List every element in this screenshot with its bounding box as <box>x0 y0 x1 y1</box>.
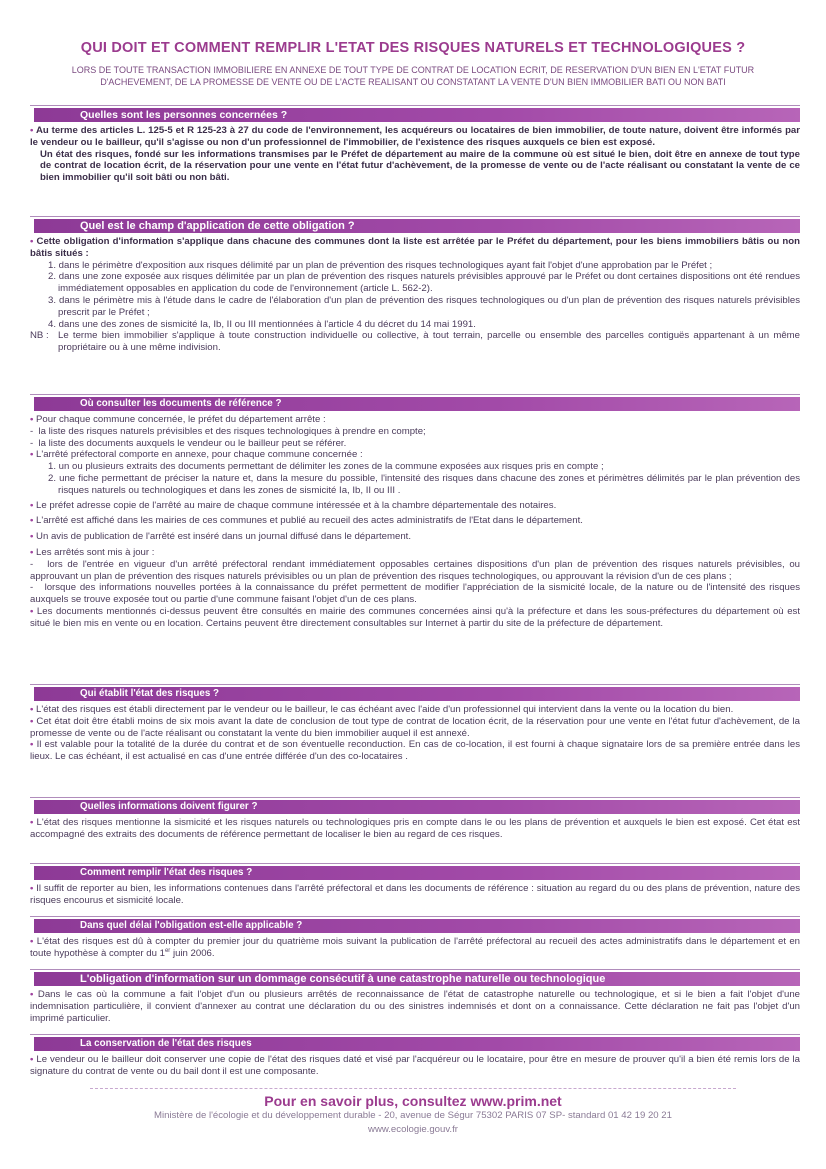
bullet-icon: • <box>30 499 34 511</box>
dash-icon: - <box>30 582 34 594</box>
list-item: 4. dans une des zones de sismicité Ia, Ib, II ou III mentionnées à l'article 4 du décret du 14 mai 1991. <box>48 318 476 330</box>
section-header <box>30 1037 800 1051</box>
section-header <box>30 800 800 814</box>
bullet-icon: • <box>30 715 34 727</box>
list-text: Le préfet adresse copie de l'arrêté au maire de chaque commune intéressée et à la chambre départementale des notaires. <box>36 499 557 511</box>
list-item: 2. une fiche permettant de préciser la nature et, dans la mesure du possible, l'intensité des risques dans chacune des zones et périmètres délimités par le plan prévention des risques naturels ou technologiques et dans les zones de sismicité Ia, Ib, II ou III . <box>48 472 800 496</box>
list-text: L'arrêté est affiché dans les mairies de ces communes et publié au recueil des actes administratifs de l'Etat dans le département. <box>36 515 583 527</box>
list-item <box>30 531 800 543</box>
paragraph <box>30 236 800 260</box>
list-item: 1. un ou plusieurs extraits des documents permettant de délimiter les zones de la commune exposées aux risques pris en compte ; <box>48 461 604 473</box>
list-item <box>30 989 800 1024</box>
list-item <box>30 515 800 527</box>
list-item <box>30 438 800 450</box>
superscript: er <box>164 947 171 954</box>
section-how-to-fill <box>30 866 800 907</box>
footer-link-prim[interactable]: Pour en savoir plus, consultez www.prim.net <box>264 1093 562 1109</box>
list-text: juin 2006. <box>170 947 215 959</box>
section-title: Qui établit l'état des risques ? <box>80 688 219 699</box>
bullet-icon: • <box>30 546 34 558</box>
section-header <box>30 397 800 411</box>
list-item <box>30 426 800 438</box>
list-text: la liste des risques naturels prévisibles et des risques technologiques à prendre en compte; <box>38 425 426 437</box>
nb-text: Le terme bien immobilier s'applique à toute construction individuelle ou collective, à tout terrain, parcelle ou ensemble des parcelles contiguës appartenant à un même propriétaire ou à une même indivision. <box>58 330 800 354</box>
list-text: Cet état doit être établi moins de six mois avant la date de conclusion de tout type de contrat de location écrit, de la réservation pour une vente en l'état futur d'achèvement, de la promesse de vente ou de l'acte réalisant ou constatant la vente du bien immobilier auquel il est annexé. <box>30 715 801 739</box>
list-item <box>30 716 800 740</box>
list-text: lorsque des informations nouvelles portées à la connaissance du préfet permettent de modifier l'appréciation de la sismicité locale, de la nature ou de l'intensité des risques auxquels se trouve exposée tout ou partie d'une commune faisant l'objet d'un de ces plans. <box>30 582 801 606</box>
section-title: Où consulter les documents de référence ? <box>80 398 282 409</box>
page-subtitle: LORS DE TOUTE TRANSACTION IMMOBILIERE EN ANNEXE DE TOUT TYPE DE CONTRAT DE LOCATION ECRIT, DE RESERVATION D'UN BIEN EN L'ETAT FUTUR D'ACHEVEMENT, DE LA PROMESSE DE VENTE OU DE L'ACTE REALISANT OU CONSTATANT LA VENTE D'UN BIEN IMMOBILIER BATI OU NON BATI <box>71 65 755 87</box>
section-title: Quelles informations doivent figurer ? <box>80 801 258 812</box>
list-item <box>30 936 800 960</box>
section-header <box>30 219 800 233</box>
list-text: L'état des risques mentionne la sismicité et les risques naturels ou technologiques pris en compte dans le ou les plans de prévention et auxquels le bien est exposé. Cet état est accompagné des extraits des documents de référence permettant de localiser le bien au regard de ces risques. <box>30 817 800 840</box>
dash-icon: - <box>30 437 34 449</box>
bullet-icon: • <box>30 515 34 527</box>
list-text: Les documents mentionnés ci-dessus peuvent être consultés en mairie des communes concernées ainsi qu'à la préfecture et dans les sous-préfectures du département où est situé le bien mis en vente ou en location. Certains peuvent être directement consultables sur Internet à partir du site de la préfecture de département. <box>30 605 800 629</box>
paragraph-text: Au terme des articles L. 125-5 et R 125-23 à 27 du code de l'environnement, les acquéreurs ou locataires de bien immobilier, de toute nature, doivent être informés par le vendeur ou le bailleur, qu'il s'agisse ou non d'un professionnel de l'immobilier, de l'existence des risques auxquels ce bien est exposé. <box>30 125 801 148</box>
section-header <box>30 972 800 986</box>
paragraph-text: Cette obligation d'information s'applique dans chacune des communes dont la liste est arrêtée par le Préfet du département, pour les biens immobiliers bâtis ou non bâtis situés : <box>30 236 800 259</box>
list-text: lors de l'entrée en vigueur d'un arrêté préfectoral rendant immédiatement opposables certaines dispositions d'un plan de prévention des risques naturels prévisibles, ou approuvant un plan de prévention des risques naturels prévisibles ou un plan de prévention des risques technologiques, ou approuvant la révision d'un de ces plans ; <box>30 558 800 582</box>
section-header <box>30 687 800 701</box>
list-item <box>30 704 800 716</box>
section-header <box>30 919 800 933</box>
page-title: QUI DOIT ET COMMENT REMPLIR L'ETAT DES RISQUES NATURELS ET TECHNOLOGIQUES ? <box>80 40 746 56</box>
paragraph <box>30 125 800 149</box>
list-item <box>30 547 800 559</box>
bullet-icon: • <box>30 739 34 751</box>
section-title: Dans quel délai l'obligation est-elle applicable ? <box>80 920 303 931</box>
section-scope <box>30 219 800 354</box>
list-item <box>30 582 800 606</box>
list-text: Pour chaque commune concernée, le préfet du département arrête : <box>36 414 326 425</box>
bullet-icon: • <box>30 704 34 715</box>
section-conservation <box>30 1037 800 1078</box>
section-disaster <box>30 972 800 1024</box>
section-header <box>30 108 800 122</box>
list-item: 2. dans une zone exposée aux risques délimitée par un plan de prévention des risques naturels prévisibles approuvé par le Préfet ou dont certaines dispositions ont été rendues immédiatement opposables en application du code de l'environnement (article L. 562-2). <box>48 271 800 295</box>
list-text: L'état des risques est dû à compter du premier jour du quatrième mois suivant la publication de l'arrêté préfectoral au recueil des actes administratifs dans le département et en toute hypothèse à compter du 1 <box>30 936 801 959</box>
list-text: Le vendeur ou le bailleur doit conserver une copie de l'état des risques daté et visé par l'acquéreur ou le locataire, pour être en mesure de prouver qu'il a bien été remis lors de la signature du contrat de vente ou du bail dont il est une composante. <box>30 1054 800 1077</box>
list-item <box>30 559 800 583</box>
paragraph: Un état des risques, fondé sur les informations transmises par le Préfet de département au maire de la commune où est situé le bien, doit être en annexe de tout type de contrat de location écrit, de la réservation pour une vente en l'état futur d'achèvement, de la promesse de vente ou de l'acte réalisant ou constatant la vente de ce bien immobilier qu'il soit bâti ou non bâti. <box>40 148 800 184</box>
section-title: L'obligation d'information sur un dommage consécutif à une catastrophe naturelle ou technologique <box>80 973 606 985</box>
bullet-icon: • <box>30 936 34 947</box>
section-deadline <box>30 919 800 960</box>
bullet-icon: • <box>30 449 34 461</box>
section-who-establishes <box>30 687 800 763</box>
list-item <box>30 414 800 426</box>
bullet-icon: • <box>30 125 34 136</box>
section-title: La conservation de l'état des risques <box>80 1038 252 1049</box>
section-title: Quelles sont les personnes concernées ? <box>80 109 288 121</box>
section-information <box>30 800 800 841</box>
bullet-icon: • <box>30 817 34 828</box>
list-item <box>30 883 800 907</box>
nb-note <box>30 330 800 354</box>
section-header <box>30 866 800 880</box>
footer-address: Ministère de l'écologie et du développement durable - 20, avenue de Ségur 75302 PARIS 07 SP- standard 01 42 19 20 21 <box>154 1110 672 1121</box>
list-item <box>30 606 800 630</box>
bullet-icon: • <box>30 531 34 543</box>
footer-divider <box>90 1088 736 1089</box>
list-item <box>30 449 800 461</box>
dash-icon: - <box>30 425 34 437</box>
bullet-icon: • <box>30 883 34 894</box>
dash-icon: - <box>30 558 34 570</box>
list-item <box>30 817 800 841</box>
section-title: Comment remplir l'état des risques ? <box>80 867 253 878</box>
footer-url[interactable]: www.ecologie.gouv.fr <box>368 1124 458 1135</box>
bullet-icon: • <box>30 236 34 247</box>
list-item <box>30 739 800 763</box>
bullet-icon: • <box>30 1054 34 1065</box>
list-item: 1. dans le périmètre d'exposition aux risques délimité par un plan de prévention des risques technologiques ayant fait l'objet d'une approbation par le Préfet ; <box>48 259 713 271</box>
list-text: la liste des documents auxquels le vendeur ou le bailleur peut se référer. <box>38 437 347 449</box>
list-text: Il est valable pour la totalité de la durée du contrat et de son éventuelle reconduction. En cas de co-location, il est fourni à chaque signataire lors de sa première entrée dans les lieux. Le cas échéant, il est actualisé en cas d'une entrée différée d'un des co-locataires . <box>30 739 800 763</box>
list-item <box>30 1054 800 1078</box>
list-text: L'arrêté préfectoral comporte en annexe, pour chaque commune concernée : <box>36 449 363 461</box>
nb-label: NB : <box>30 330 49 342</box>
list-item <box>30 500 800 512</box>
list-item: 3. dans le périmètre mis à l'étude dans le cadre de l'élaboration d'un plan de prévention des risques technologiques ou d'un plan de prévention des risques naturels prévisibles prescrit par le Préfet ; <box>48 294 800 318</box>
bullet-icon: • <box>30 989 34 1000</box>
list-text: Un avis de publication de l'arrêté est inséré dans un journal diffusé dans le département. <box>36 531 412 543</box>
list-text: L'état des risques est établi directement par le vendeur ou le bailleur, le cas échéant avec l'aide d'un professionnel qui intervient dans la vente ou la location du bien. <box>36 704 734 715</box>
bullet-icon: • <box>30 414 34 425</box>
section-documents <box>30 397 800 630</box>
list-text: Dans le cas où la commune a fait l'objet d'un ou plusieurs arrêtés de reconnaissance de l'état de catastrophe naturelle ou technologique, et si le bien a fait l'objet d'une indemnisation particulière, il convient d'annexer au contrat une déclaration du ou des sinistres indemnisés et dont on a connaissance. Cette déclaration ne fait pas l'objet d'un imprimé particulier. <box>30 989 800 1024</box>
list-text: Les arrêtés sont mis à jour : <box>36 546 155 558</box>
section-persons <box>30 108 800 184</box>
list-text: Il suffit de reporter au bien, les informations contenues dans l'arrêté préfectoral et dans les documents de référence : situation au regard du ou des plans de prévention, nature des risques encourus et sismicité locale. <box>30 883 801 906</box>
section-title: Quel est le champ d'application de cette obligation ? <box>80 220 355 232</box>
bullet-icon: • <box>30 605 34 617</box>
